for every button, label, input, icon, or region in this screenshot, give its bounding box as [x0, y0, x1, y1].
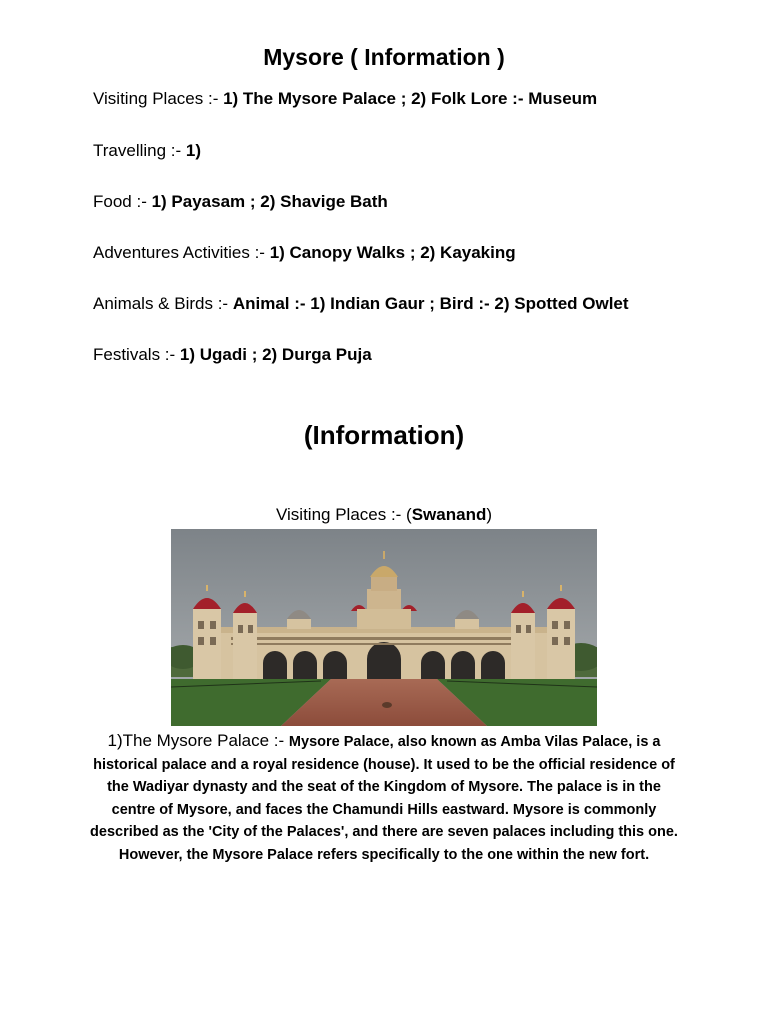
- info-travelling: [93, 141, 753, 161]
- info-label: Animals & Birds :-: [93, 294, 233, 313]
- info-animals-birds: [93, 294, 753, 314]
- page-title: Mysore ( Information ): [263, 44, 505, 70]
- info-value: 1) Payasam ; 2) Shavige Bath: [151, 192, 388, 211]
- info-label: Travelling :-: [93, 141, 186, 160]
- palace-illustration: [171, 529, 597, 726]
- caption-author: Swanand: [411, 505, 487, 524]
- caption-suffix: ): [486, 505, 493, 524]
- photo-caption-heading: [0, 505, 768, 525]
- info-label: Food :-: [93, 192, 152, 211]
- section-title: (Information): [303, 420, 465, 450]
- info-label: Visiting Places :-: [93, 89, 224, 108]
- mysore-palace-photo: [171, 529, 597, 726]
- info-value: Animal :- 1) Indian Gaur ; Bird :- 2) Spotted Owlet: [232, 294, 629, 313]
- info-label: Festivals :-: [93, 345, 180, 364]
- info-adventures: [93, 243, 753, 263]
- description-text: Mysore Palace, also known as Amba Vilas Palace, is a historical palace and a royal residence (house). It used to be the official residence of the Wadiyar dynasty and the seat of the Kingdom of Mysore. The palace is in the centre of Mysore, and faces the Chamundi Hills eastward. Mysore is commonly described as the 'City of the Palaces', and there are seven palaces including this one. However, the Mysore Palace refers specifically to the one within the new fort.: [90, 734, 678, 863]
- info-label: Adventures Activities :-: [93, 243, 270, 262]
- info-festivals: [93, 345, 753, 365]
- palace-description: [84, 730, 684, 866]
- info-value: 1) Ugadi ; 2) Durga Puja: [179, 345, 372, 364]
- dog: [382, 702, 392, 708]
- info-value: 1) Canopy Walks ; 2) Kayaking: [269, 243, 516, 262]
- description-label: 1)The Mysore Palace :-: [107, 731, 289, 750]
- info-value: 1): [185, 141, 202, 160]
- caption-prefix: Visiting Places :- (: [275, 505, 412, 524]
- info-value: 1) The Mysore Palace ; 2) Folk Lore :- Museum: [223, 89, 598, 108]
- info-food: [93, 192, 753, 212]
- info-visiting-places: [93, 89, 753, 109]
